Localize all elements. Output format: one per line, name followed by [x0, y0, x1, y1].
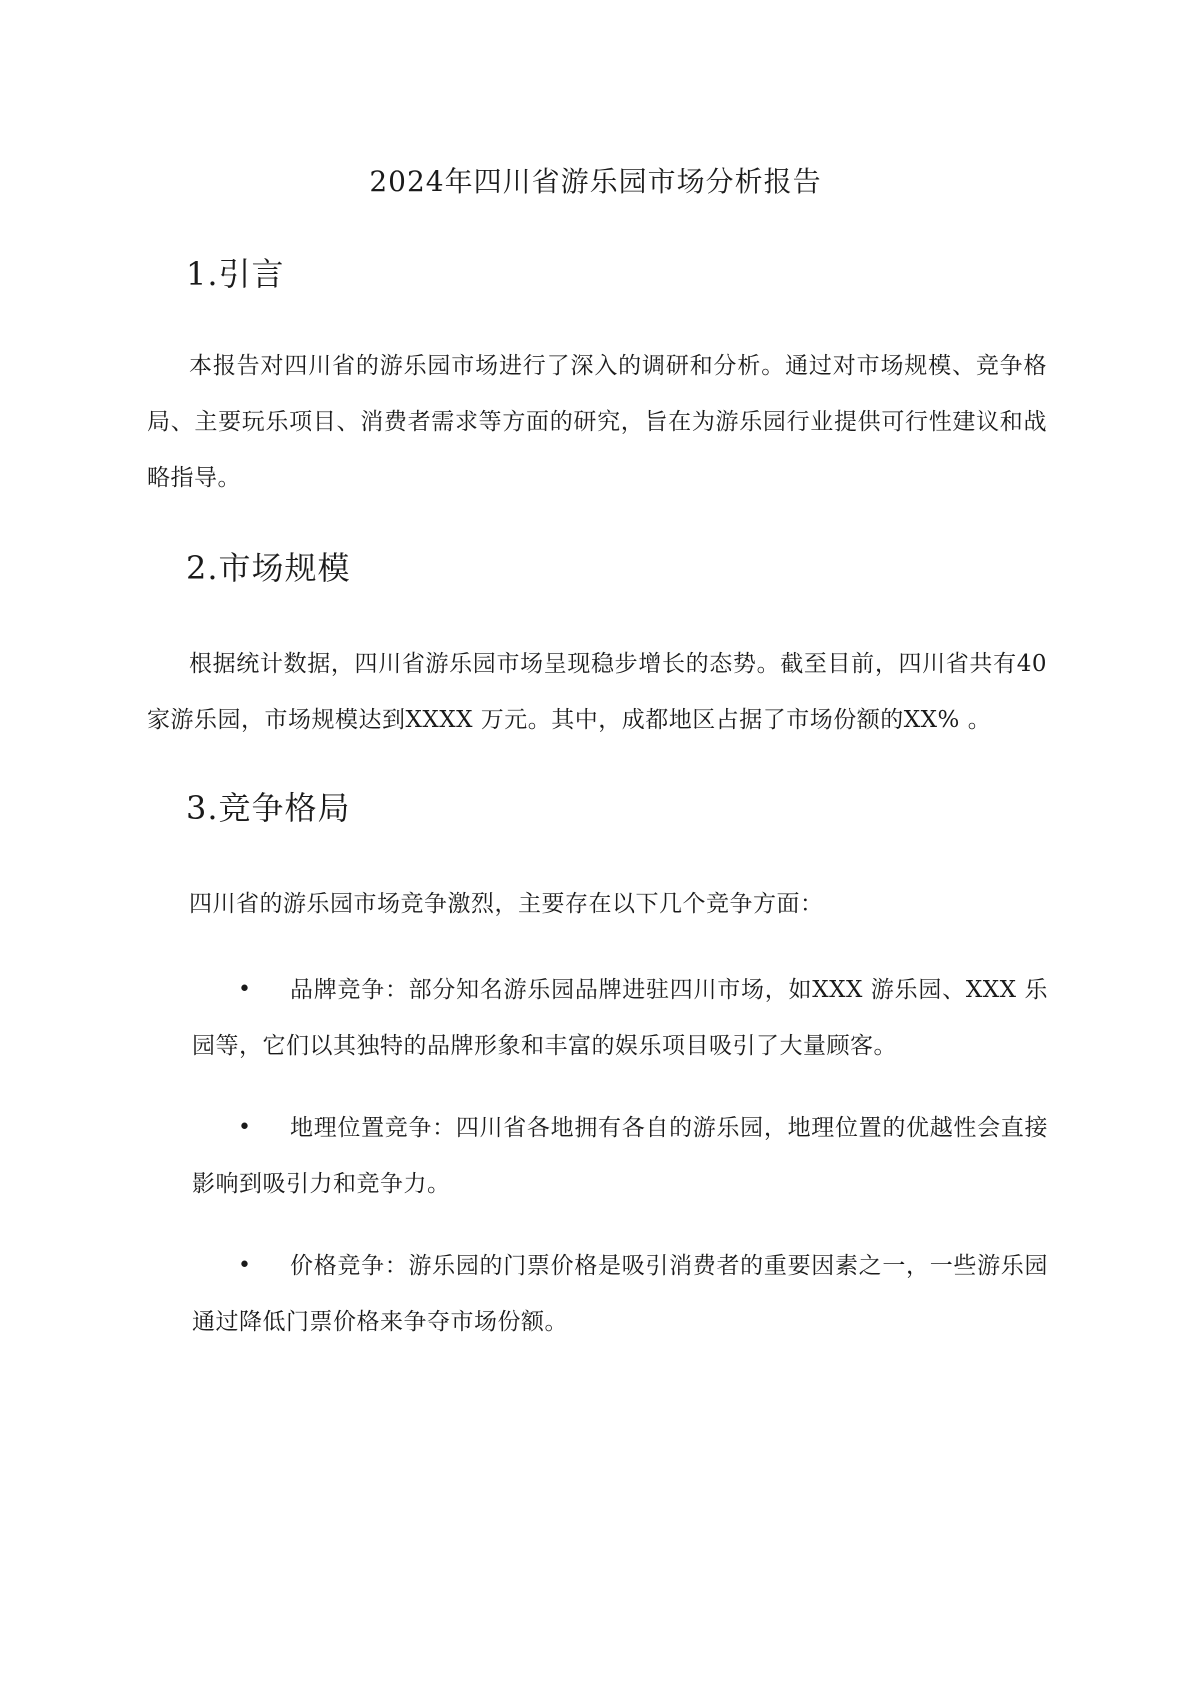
list-item-text: 地理位置竞争：四川省各地拥有各自的游乐园，地理位置的优越性会直接影响到吸引力和竞争力。	[192, 1115, 1048, 1197]
section-heading-introduction: 1.引言	[186, 255, 285, 293]
list-item	[192, 1238, 1048, 1350]
list-item	[192, 1100, 1048, 1212]
list-item-text: 价格竞争：游乐园的门票价格是吸引消费者的重要因素之一，一些游乐园通过降低门票价格来争夺市场份额。	[192, 1253, 1048, 1335]
market-size-paragraph: 根据统计数据，四川省游乐园市场呈现稳步增长的态势。截至目前，四川省共有40 家游乐园，市场规模达到XXXX 万元。其中，成都地区占据了市场份额的XX% 。	[147, 651, 1047, 733]
list-item-text: 品牌竞争：部分知名游乐园品牌进驻四川市场，如XXX 游乐园、XXX 乐园等，它们以其独特的品牌形象和丰富的娱乐项目吸引了大量顾客。	[192, 977, 1048, 1059]
introduction-paragraph: 本报告对四川省的游乐园市场进行了深入的调研和分析。通过对市场规模、竞争格局、主要玩乐项目、消费者需求等方面的研究，旨在为游乐园行业提供可行性建议和战略指导。	[147, 353, 1047, 491]
bullet-icon: •	[238, 977, 252, 1002]
bullet-icon: •	[238, 1115, 252, 1140]
list-item	[192, 962, 1048, 1074]
competition-intro-paragraph: 四川省的游乐园市场竞争激烈，主要存在以下几个竞争方面：	[189, 891, 824, 917]
bullet-icon: •	[238, 1253, 252, 1278]
section-heading-competition: 3.竞争格局	[186, 789, 351, 827]
section-heading-market-size: 2.市场规模	[186, 549, 351, 587]
document-title: 2024年四川省游乐园市场分析报告	[369, 165, 822, 198]
